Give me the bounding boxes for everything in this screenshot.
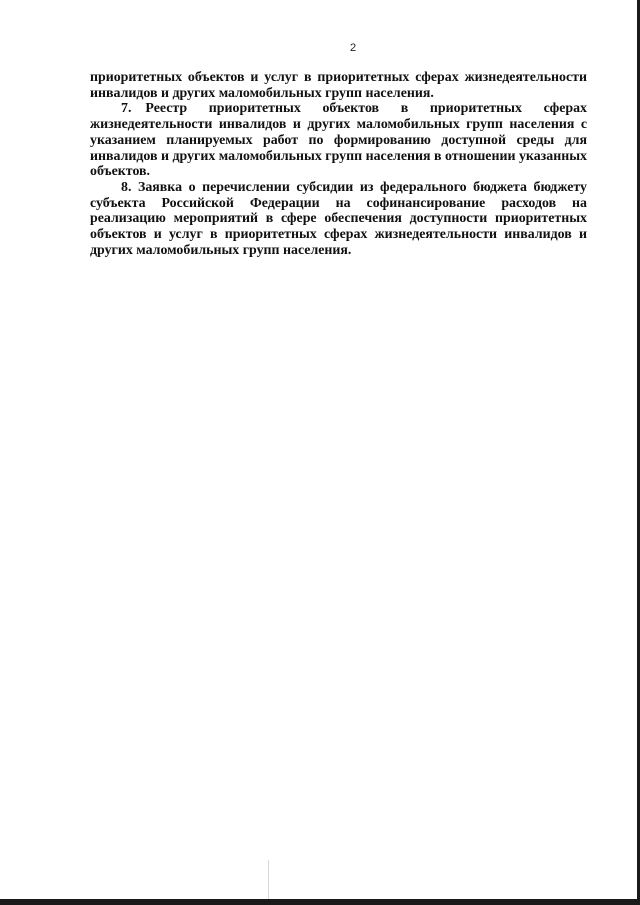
item-number: 7. bbox=[121, 101, 132, 117]
paragraph-text: Реестр приоритетных объектов в приоритетных сферах жизнедеятельности инвалидов и других маломобильных групп населения с указанием планируемых работ по формированию доступной среды для инвалидов и других маломобильных групп населения в отношении указанных объектов. bbox=[90, 101, 587, 180]
paragraph-item-7 bbox=[90, 101, 587, 180]
paragraph-continuation: приоритетных объектов и услуг в приоритетных сферах жизнедеятельности инвалидов и других маломобильных групп населения. bbox=[90, 70, 587, 101]
paragraph-item-8 bbox=[90, 180, 587, 259]
scan-artifact-line bbox=[268, 860, 269, 900]
page-number: 2 bbox=[349, 42, 357, 54]
item-number: 8. bbox=[121, 179, 132, 195]
paragraph-text: Заявка о перечислении субсидии из федерального бюджета бюджету субъекта Российской Федерации на софинансирование расходов на реализацию мероприятий в сфере обеспечения доступности приоритетных объектов и услуг в приоритетных сферах жизнедеятельности инвалидов и других маломобильных групп населения. bbox=[90, 179, 587, 258]
document-body bbox=[90, 70, 587, 258]
scan-edge-bottom bbox=[0, 899, 640, 905]
